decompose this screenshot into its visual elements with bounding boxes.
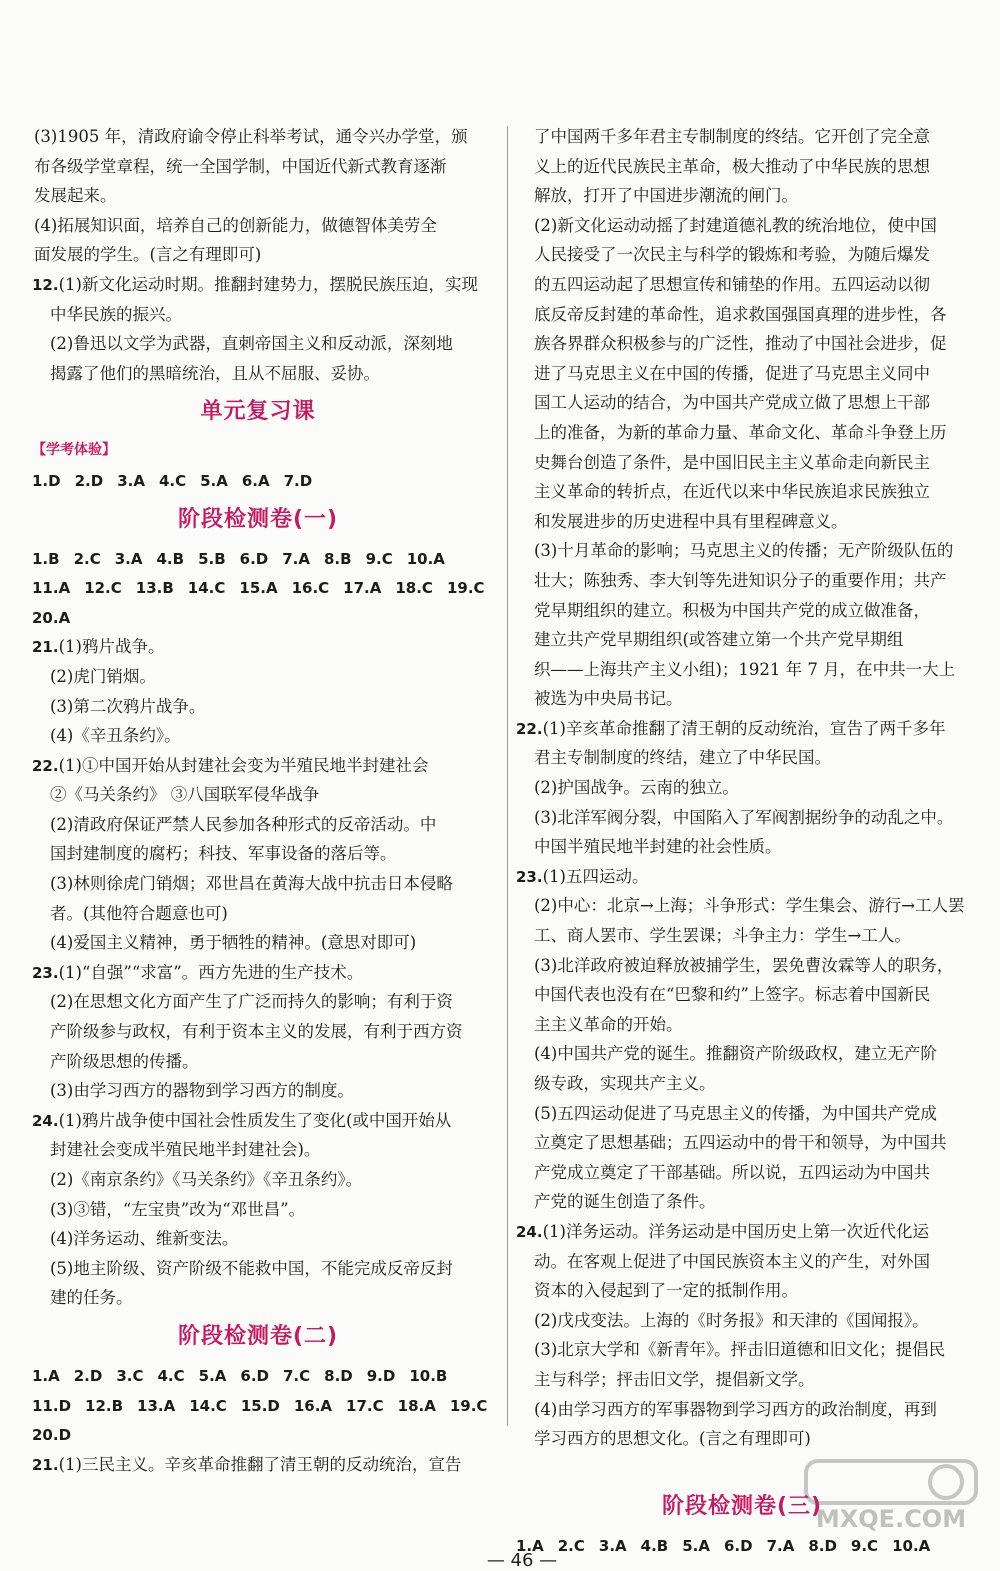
text-line: (5)五四运动促进了马克思主义的传播，为中国共产党成 [534,1103,937,1123]
watermark-logo [796,1457,986,1533]
text-line: 布各级学堂章程，统一全国学制，中国近代新式教育逐渐 [34,156,447,176]
text-line: (1)五四运动。 [542,866,649,886]
answer-item: 2.C [557,1537,585,1556]
text-line: 中国半殖民地半封建的社会性质。 [534,837,782,857]
question-number: 21. [32,638,59,657]
answer-item: 16.A [293,1396,333,1415]
question-number: 24. [32,1111,59,1130]
text-line: 进了马克思主义在中国的传播，促进了马克思主义同中 [534,363,930,383]
answer-item: 8.B [323,549,352,568]
question-number: 23. [516,867,543,886]
text-line: 了中国两千多年君主专制制度的终结。它开创了完全意 [534,127,930,146]
text-line: (2)清政府保证严禁人民参加各种形式的反帝活动。中 [50,814,437,834]
answer-item: 12.C [84,579,122,598]
text-line: 壮大；陈独秀、李大钊等先进知识分子的重要作用；共产 [534,570,947,590]
text-line: (1)洋务运动。洋务运动是中国历史上第一次近代化运 [542,1221,929,1241]
text-line: (2)虎门销烟。 [50,666,156,686]
watermark-text: MXQE.COM [815,1505,967,1533]
text-line: 上的准备，为新的革命力量、革命文化、革命斗争登上历 [534,422,947,442]
text-line: (1)三民主义。辛亥革命推翻了清王朝的反动统治，宣告 [58,1454,462,1474]
text-line: 面发展的学生。(言之有理即可) [34,245,262,265]
question-21 [32,632,484,662]
answer-item: 4.C [157,1366,185,1385]
text-line: 君主专制制度的终结，建立了中华民国。 [534,748,831,768]
answer-item: 19.C [446,579,485,598]
answer-item: 5.B [198,549,226,568]
text-line: 义上的近代民族民主革命，极大推动了中华民族的思想 [534,156,930,176]
answer-item: 17.A [343,579,382,598]
text-line: (2)在思想文化方面产生了广泛而持久的影响；有利于资 [50,992,453,1012]
question-number: 21. [32,1455,59,1474]
question-number: 23. [32,963,59,982]
answer-item: 3.A [598,1537,627,1556]
text-line: (4)中国共产党的诞生。推翻资产阶级政权，建立无产阶 [534,1044,937,1064]
answer-item: 20.D [32,1426,72,1445]
text-line: 主与科学；抨击旧文学，提倡新文学。 [534,1369,815,1389]
answer-item: 14.C [189,1396,227,1415]
text-line: (3)十月革命的影响；马克思主义的传播；无产阶级队伍的 [534,541,954,561]
text-line: (3)1905 年，清政府谕令停止科举考试，通令兴办学堂，颁 [34,127,468,146]
answer-row [32,1420,484,1450]
answer-item: 6.D [239,549,269,568]
answer-page [22,122,978,1571]
text-line: (1)新文化运动时期。推翻封建势力，摆脱民族压迫，实现 [58,274,478,294]
section-heading-review: 单元复习课 [200,399,316,425]
text-line: (2)《南京条约》《马关条约》《辛丑条约》。 [50,1170,363,1189]
text-line: 主主义革命的开始。 [534,1014,683,1034]
text-line: 发展起来。 [34,186,117,206]
text-line: (2)戊戌变法。上海的《时务报》和天津的《国闻报》。 [534,1310,929,1330]
question-number: 22. [516,719,543,738]
text-line: 产阶级参与政权，有利于资本主义的发展，有利于西方资 [50,1022,463,1042]
question-21 [32,1450,484,1480]
answer-item: 17.C [346,1396,384,1415]
question-22 [516,714,968,744]
text-line: 中华民族的振兴。 [50,304,182,324]
column-divider [507,126,508,1426]
answer-item: 13.A [137,1396,176,1415]
text-line: (3)③错，“左宝贵”改为“邓世昌”。 [50,1199,306,1219]
question-24 [32,1106,484,1136]
answer-item: 7.C [283,1366,311,1385]
question-23 [32,958,484,988]
text-line: 中国代表也没有在“巴黎和约”上签字。标志着中国新民 [534,985,931,1005]
section-tag: 【学考体验】 [32,442,116,459]
question-number: 24. [516,1222,543,1241]
text-line: (3)北洋政府被迫释放被捕学生，罢免曹汝霖等人的职务， [534,955,954,975]
text-line: 者。(其他符合题意也可) [50,903,228,923]
text-line: 封建社会变成半殖民地半封建社会)。 [50,1140,321,1160]
text-line: (3)北洋军阀分裂，中国陷入了军阀割据纷争的动乱之中。 [534,807,954,827]
answer-item: 7.D [283,471,313,490]
answer-item: 14.C [187,579,226,598]
text-line: (3)由学习西方的器物到学习西方的制度。 [50,1081,354,1101]
text-line: 党早期组织的建立。积极为中国共产党的成立做准备， [534,600,930,620]
page-number: — 46 — [486,1550,558,1571]
answer-item: 6.D [723,1537,753,1556]
answer-item: 8.D [324,1366,353,1385]
answer-item: 9.C [850,1537,879,1556]
text-line: (1)鸦片战争。 [58,637,165,657]
text-line: 工、商人罢市、学生罢课；斗争主力：学生→工人。 [534,926,911,946]
right-column [516,122,968,1561]
left-column [32,122,488,1479]
answer-row [32,1361,484,1391]
answer-item: 1.B [32,549,60,568]
text-line: 和发展进步的历史进程中具有里程碑意义。 [534,511,848,531]
answer-item: 3.A [114,549,143,568]
answer-item: 2.D [73,1366,103,1385]
text-line: (1)“自强”“求富”。西方先进的生产技术。 [58,962,364,982]
text-line: 建立共产党早期组织(或答建立第一个共产党早期组 [534,630,904,650]
question-23 [516,862,968,892]
text-line: 产党成立奠定了干部基础。所以说，五四运动为中国共 [534,1162,930,1182]
answer-item: 16.C [291,579,330,598]
question-number: 22. [32,756,59,775]
answer-item: 10.A [892,1537,931,1556]
text-line: (3)北京大学和《新青年》。抨击旧道德和旧文化；提倡民 [534,1340,946,1360]
text-line: (1)鸦片战争使中国社会性质发生了变化(或中国开始从 [58,1110,452,1130]
answer-item: 9.D [366,1366,396,1385]
question-number: 12. [32,275,59,294]
answer-item: 1.A [32,1366,60,1385]
text-line: 族各界群众积极参与的广泛性，推动了中国社会进步，促 [534,334,947,354]
answer-row [32,544,484,574]
answer-item: 5.A [682,1537,710,1556]
answer-item: 10.B [409,1366,448,1385]
section-heading-test1: 阶段检测卷(一) [177,506,339,532]
answer-item: 18.C [395,579,433,598]
text-line: 的五四运动起了思想宣传和铺垫的作用。五四运动以彻 [534,274,930,294]
text-line: (3)林则徐虎门销烟；邓世昌在黄海大战中抗击日本侵略 [50,874,453,894]
text-line: (4)《辛丑条约》。 [50,726,181,746]
text-line: 资本的入侵起到了一定的抵制作用。 [534,1281,798,1301]
answer-item: 6.D [240,1366,269,1385]
question-12 [32,270,484,300]
answer-item: 11.D [32,1396,72,1415]
text-line: 底反帝反封建的革命性，追求救国强国真理的进步性，各 [534,304,947,324]
section-heading-test2: 阶段检测卷(二) [177,1323,339,1349]
text-line: ②《马关条约》 ③八国联军侵华战争 [50,785,320,805]
text-line: 立奠定了思想基础；五四运动中的骨干和领导，为中国共 [534,1133,947,1153]
answer-item: 4.C [158,471,187,490]
answer-item: 5.A [198,1366,227,1385]
text-line: 建的任务。 [50,1288,133,1308]
text-line: (4)拓展知识面，培养自己的创新能力，做德智体美劳全 [34,215,437,235]
text-line: 国封建制度的腐朽；科技、军事设备的落后等。 [50,844,397,864]
answer-item: 6.A [241,471,270,490]
answer-item: 13.B [135,579,174,598]
answer-row [516,1531,968,1561]
text-line: 动。在客观上促进了中国民族资本主义的产生，对外国 [534,1251,930,1271]
answer-item: 9.C [365,549,393,568]
text-line: 人民接受了一次民主与科学的锻炼和考验，为随后爆发 [534,245,930,265]
text-line: 级专政，实现共产主义。 [534,1074,716,1093]
text-line: (1)辛亥革命推翻了清王朝的反动统治，宣告了两千多年 [542,718,946,738]
answer-item: 19.C [449,1396,488,1415]
text-line: (2)中心：北京→上海；斗争形式：学生集会、游行→工人罢 [534,896,965,916]
answer-item: 18.A [397,1396,436,1415]
answer-item: 5.A [200,471,228,490]
answer-item: 12.B [85,1396,124,1415]
answer-item: 1.D [32,471,61,490]
question-22 [32,751,484,781]
answer-item: 4.B [640,1537,669,1556]
text-line: 织——上海共产主义小组)；1921 年 7 月，在中共一大上 [534,659,956,679]
text-line: (2)鲁迅以文学为武器，直刺帝国主义和反动派，深刻地 [50,334,453,354]
text-line: (2)新文化运动动摇了封建道德礼教的统治地位，使中国 [534,215,937,235]
answer-row [32,466,484,496]
answer-item: 10.A [406,549,445,568]
text-line: (4)洋务运动、维新变法。 [50,1229,239,1249]
answer-item: 2.C [73,549,101,568]
answer-item: 15.A [239,579,278,598]
text-line: 被选为中央局书记。 [534,689,683,709]
answer-row [32,1391,488,1421]
answer-row [32,603,484,633]
watermark-badge-icon [796,1457,986,1507]
question-24 [516,1217,968,1247]
text-line: 国工人运动的结合，为中国共产党成立做了思想上干部 [534,393,930,413]
answer-item: 11.A [32,579,71,598]
answer-item: 7.A [766,1537,795,1556]
answer-item: 4.B [156,549,185,568]
answer-row [32,573,484,603]
answer-item: 15.D [240,1396,280,1415]
answer-item: 8.D [808,1537,837,1556]
text-line: (4)由学习西方的军事器物到学习西方的政治制度，再到 [534,1399,937,1419]
text-line: 学习西方的思想文化。(言之有理即可) [534,1429,811,1449]
text-line: (1)①中国开始从封建社会变为半殖民地半封建社会 [58,755,429,775]
answer-item: 20.A [32,608,71,627]
text-line: (5)地主阶级、资产阶级不能救中国，不能完成反帝反封 [50,1258,453,1278]
text-line: (2)护国战争。云南的独立。 [534,778,739,798]
text-line: 产党的诞生创造了条件。 [534,1192,716,1212]
answer-item: 2.D [74,471,104,490]
answer-item: 7.A [282,549,310,568]
answer-item: 1.A [516,1537,544,1556]
text-line: 史舞台创造了条件，是中国旧民主主义革命走向新民主 [534,452,930,472]
text-line: (3)第二次鸦片战争。 [50,696,206,716]
section-heading-test3: 阶段检测卷(三) [661,1494,823,1520]
text-line: 解放，打开了中国进步潮流的闸门。 [534,186,798,206]
text-line: 主义革命的转折点，在近代以来中华民族追求民族独立 [534,482,930,502]
text-line: 揭露了他们的黑暗统治，且从不屈服、妥协。 [50,363,380,383]
text-line: (4)爱国主义精神，勇于牺牲的精神。(意思对即可) [50,933,417,953]
text-line: 产阶级思想的传播。 [50,1051,199,1071]
answer-item: 3.C [116,1366,144,1385]
answer-item: 3.A [117,471,145,490]
